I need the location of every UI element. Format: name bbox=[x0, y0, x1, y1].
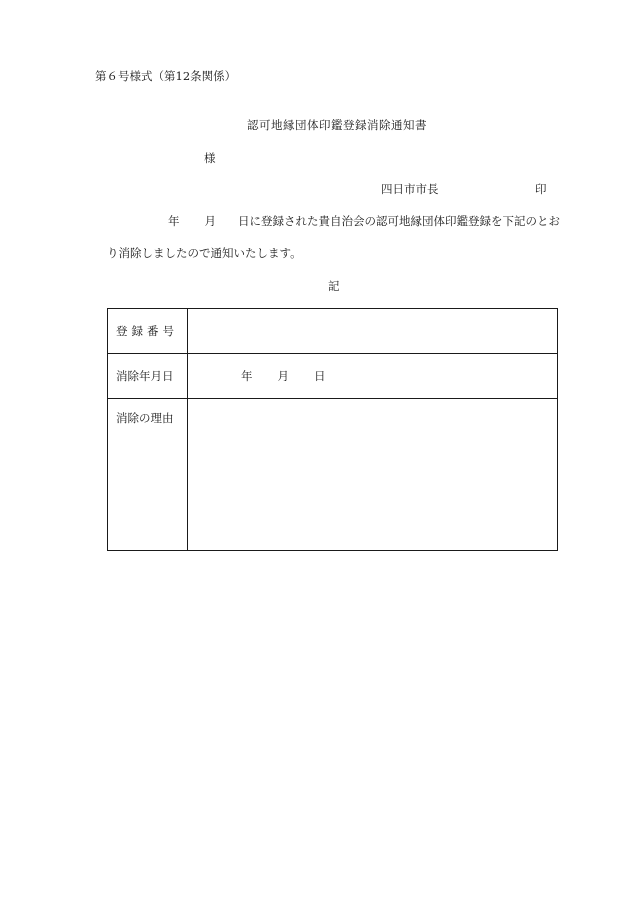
date-day-label: 日 bbox=[314, 369, 326, 383]
reason-value bbox=[188, 399, 558, 551]
body-line1-rest: 日に登録された貴自治会の認可地縁団体印鑑登録を下記のとお bbox=[238, 214, 560, 228]
table-row bbox=[108, 354, 558, 399]
deletion-date-label: 消除年月日 bbox=[108, 354, 188, 399]
body-month-label: 月 bbox=[204, 214, 216, 228]
form-number: 第６号様式（第12条関係） bbox=[95, 69, 237, 83]
document-title: 認可地縁団体印鑑登録消除通知書 bbox=[247, 118, 427, 132]
table-row bbox=[108, 399, 558, 551]
seal-mark: 印 bbox=[535, 182, 547, 196]
note-heading: 記 bbox=[328, 279, 340, 293]
sender-name: 四日市市長 bbox=[381, 182, 439, 196]
table-row bbox=[108, 309, 558, 354]
body-year-label: 年 bbox=[168, 214, 180, 228]
deletion-date-value bbox=[188, 354, 558, 399]
date-month-label: 月 bbox=[277, 369, 289, 383]
body-line-2: り消除しましたので通知いたします。 bbox=[107, 246, 302, 260]
record-table bbox=[107, 308, 558, 551]
recipient-suffix: 様 bbox=[204, 151, 216, 165]
registration-number-value bbox=[188, 309, 558, 354]
date-year-label: 年 bbox=[241, 369, 253, 383]
registration-number-label: 登録番号 bbox=[108, 309, 188, 354]
reason-label: 消除の理由 bbox=[108, 399, 188, 551]
body-line-1 bbox=[168, 216, 560, 228]
